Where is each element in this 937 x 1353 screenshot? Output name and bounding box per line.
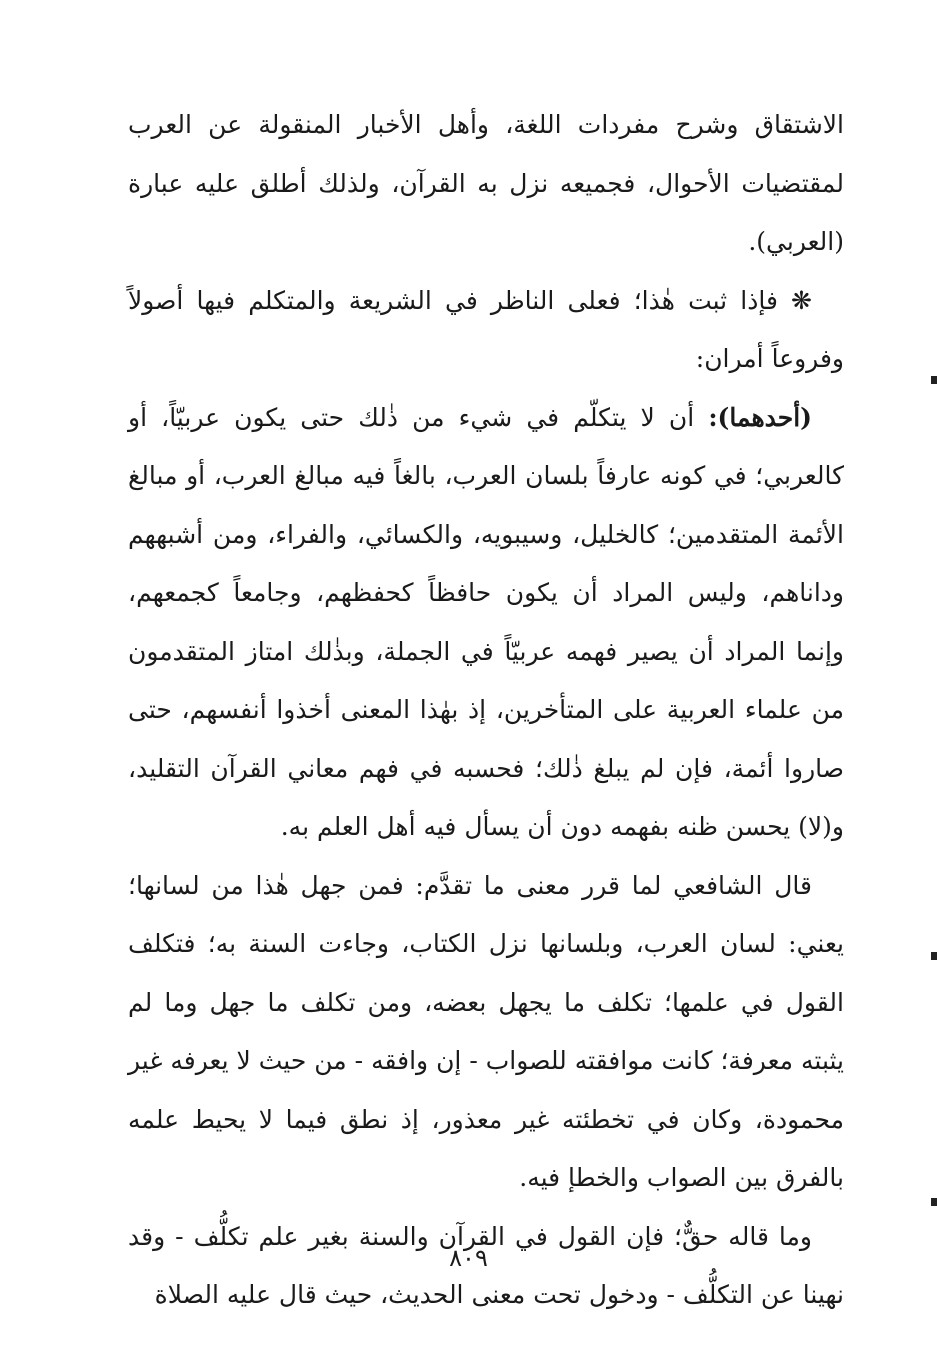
paragraph-5-text: وما قاله حقٌّ؛ فإن القول في القرآن والسنة بغير علم تكلُّف - وقد نهينا عن التكلُّف - ودخول تحت معنى الحديث، حيث قال عليه الصلاة	[128, 1221, 844, 1309]
paragraph-2	[128, 272, 844, 389]
margin-mark-bottom	[931, 1198, 937, 1206]
page-number: ٨٠٩	[449, 1244, 488, 1272]
margin-mark-top	[931, 376, 937, 384]
paragraph-3-lead: (أحدهما):	[708, 402, 812, 432]
margin-mark-middle	[931, 952, 937, 960]
paragraph-4	[128, 857, 844, 1208]
paragraph-3-text: أن لا يتكلّم في شيء من ذٰلك حتى يكون عربيّاً، أو كالعربي؛ في كونه عارفاً بلسان العرب، بالغاً فيه مبالغ العرب، أو مبالغ الأئمة المتقدمين؛ كالخليل، وسيبويه، والكسائي، والفراء، ومن أشبههم وداناهم، وليس المراد أن يكون حافظاً كحفظهم، وجامعاً كجمعهم، وإنما المراد أن يصير فهمه عربيّاً في الجملة، وبذٰلك امتاز المتقدمون من علماء العربية على المتأخرين، إذ بهٰذا المعنى أخذوا أنفسهم، حتى صاروا أئمة، فإن لم يبلغ ذٰلك؛ فحسبه في فهم معاني القرآن التقليد، و(لا) يحسن ظنه بفهمه دون أن يسأل فيه أهل العلم به.	[128, 402, 844, 841]
paragraph-4-text: قال الشافعي لما قرر معنى ما تقدَّم: فمن جهل هٰذا من لسانها؛ يعني: لسان العرب، وبلسانها نزل الكتاب، وجاءت السنة به؛ فتكلف القول في علمها؛ تكلف ما يجهل بعضه، ومن تكلف ما جهل وما لم يثبته معرفة؛ كانت موافقته للصواب - إن وافقه - من حيث لا يعرفه غير محمودة، وكان في تخطئته غير معذور، إذ نطق فيما لا يحيط علمه بالفرق بين الصواب والخطإ فيه.	[128, 870, 844, 1192]
paragraph-1-text: الاشتقاق وشرح مفردات اللغة، وأهل الأخبار المنقولة عن العرب لمقتضيات الأحوال، فجميعه نزل به القرآن، ولذلك أطلق عليه عبارة (العربي).	[128, 110, 844, 256]
paragraph-2-text: ❋ فإذا ثبت هٰذا؛ فعلى الناظر في الشريعة والمتكلم فيها أصولاً وفروعاً أمران:	[128, 285, 844, 373]
paragraph-1	[128, 96, 844, 272]
paragraph-3	[128, 389, 844, 857]
